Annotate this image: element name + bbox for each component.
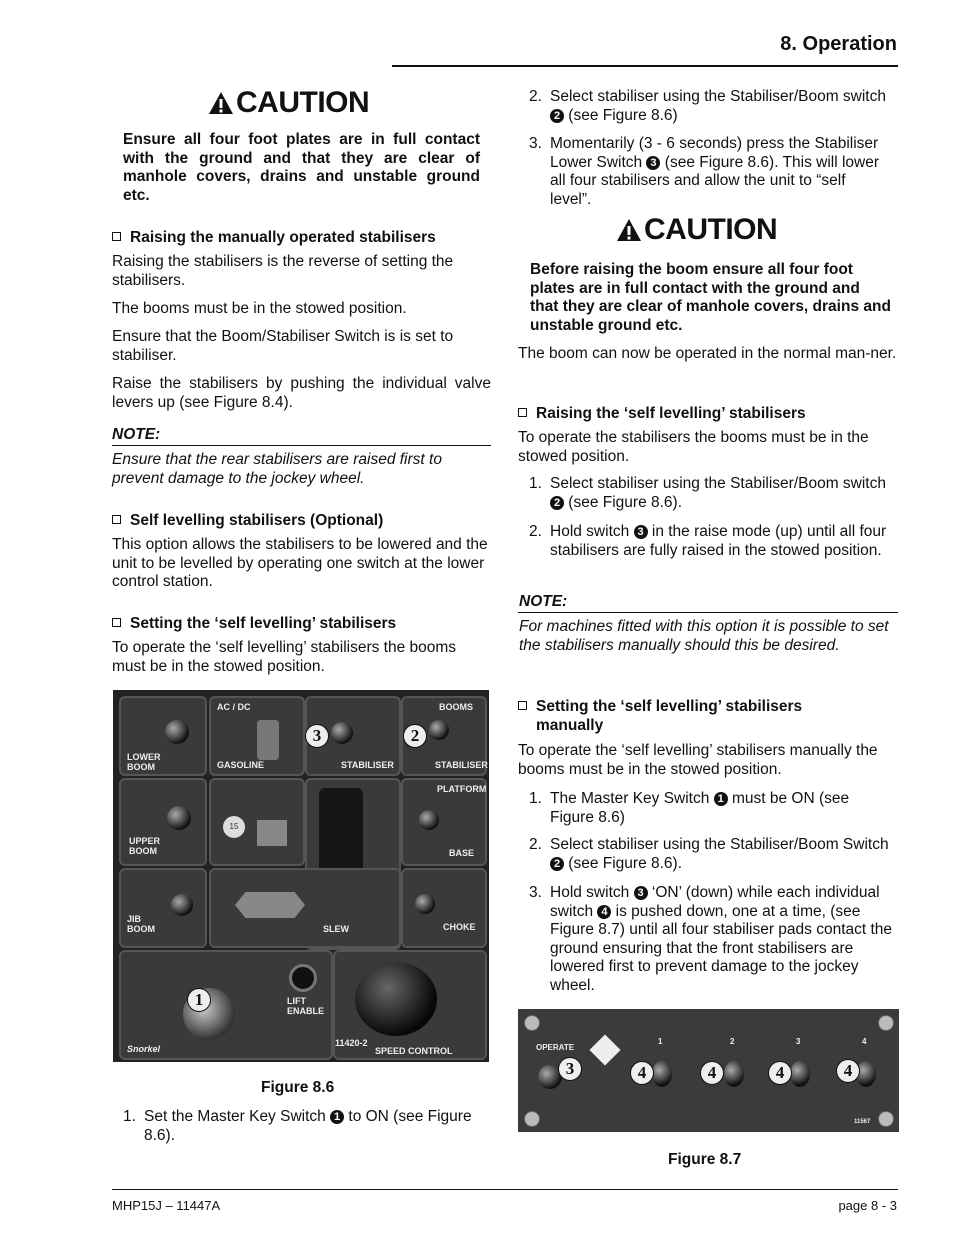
callout-4: 4 [768, 1061, 792, 1085]
tile-jib-boom [119, 868, 207, 948]
tile-hour-meter [209, 778, 305, 866]
toggle-switch [167, 806, 191, 830]
brand-logo: Snorkel [127, 1044, 161, 1054]
label: 4 [862, 1037, 867, 1046]
footer-page-number: page 8 - 3 [838, 1198, 897, 1213]
screw-icon [524, 1111, 540, 1127]
step-item: 1. The Master Key Switch 1 must be ON (see Figure 8.6) [529, 790, 850, 826]
callout-3: 3 [305, 724, 329, 748]
step-number: 1. [123, 1108, 136, 1125]
paragraph: Raise the stabilisers by pushing the individual valve levers up (see Figure 8.4). [112, 375, 491, 411]
caution-heading-2: CAUTION [616, 213, 777, 247]
paragraph: To operate the ‘self levelling’ stabilisers the booms must be in the stowed position. [112, 639, 457, 675]
label: BOOMS [439, 702, 474, 712]
label: SPEED CONTROL [375, 1046, 453, 1056]
callout-marker: 1 [330, 1110, 344, 1124]
tile-ac-dc-gasoline [209, 696, 305, 776]
label: OPERATE [536, 1043, 575, 1052]
note-text: Ensure that the rear stabilisers are raised first to prevent damage to the jockey wheel. [112, 451, 442, 487]
tile-lower-boom [119, 696, 207, 776]
label: CHOKE [443, 922, 476, 932]
heading-setting-self: Setting the ‘self levelling’ stabilisers [112, 614, 492, 633]
step-item: 1. Select stabiliser using the Stabiliser/Boom switch 2 (see Figure 8.6). [529, 475, 886, 511]
label: STABILISER [435, 760, 488, 770]
label: STABILISER [341, 760, 394, 770]
note-label: NOTE: [519, 593, 568, 610]
callout-4: 4 [630, 1061, 654, 1085]
note-rule [518, 612, 898, 613]
step-text: Set the Master Key Switch 1 to ON (see Figure 8.6). [144, 1108, 472, 1144]
callout-marker: 3 [634, 525, 648, 539]
figure-caption: Figure 8.6 [261, 1079, 335, 1096]
paragraph: Ensure that the Boom/Stabiliser Switch is is set to stabiliser. [112, 328, 454, 364]
label: SLEW [323, 924, 349, 934]
label: 11420-2 [335, 1038, 368, 1048]
note-rule [112, 445, 491, 446]
checkbox-bullet-icon [112, 618, 121, 627]
screw-icon [524, 1015, 540, 1031]
section-title: 8. Operation [780, 33, 897, 55]
caution-body-2: Before raising the boom ensure all four foot plates are in full contact with the ground and that they are clear of manhole covers, drains and unstable ground etc. [530, 261, 891, 334]
label: AC / DC [217, 702, 251, 712]
label: 3 [796, 1037, 801, 1046]
caution-heading-1: CAUTION [208, 86, 369, 120]
screw-icon [878, 1111, 894, 1127]
step-item [123, 1108, 483, 1145]
label: UPPER BOOM [129, 836, 161, 856]
label: LOWER BOOM [127, 752, 161, 772]
callout-4: 4 [836, 1059, 860, 1083]
callout-marker: 3 [646, 156, 660, 170]
callout-2: 2 [403, 724, 427, 748]
label: LIFT ENABLE [287, 996, 325, 1016]
tile-slew [209, 868, 401, 948]
label: 2 [730, 1037, 735, 1046]
toggle-switch [429, 720, 449, 740]
callout-marker: 2 [550, 496, 564, 510]
toggle-switch [171, 894, 193, 916]
manual-icon [257, 820, 287, 846]
warning-icon [616, 218, 642, 242]
tile-upper-boom [119, 778, 207, 866]
footer-rule [112, 1189, 898, 1190]
step-item: 3. Hold switch 3 ‘ON’ (down) while each individual switch 4 is pushed down, one at a time, (see Figure 8.7) until all four stabiliser pads contact the ground ensuring that the front stabilisers are lowered first to prevent damage to the jockey wheel. [529, 884, 893, 994]
diagram-icon [589, 1034, 620, 1065]
step-item: 2. Select stabiliser using the Stabiliser/Boom Switch 2 (see Figure 8.6). [529, 836, 889, 872]
callout-marker: 4 [597, 905, 611, 919]
checkbox-bullet-icon [112, 232, 121, 241]
screw-icon [878, 1015, 894, 1031]
warning-icon [208, 91, 234, 115]
rocker-switch [257, 720, 279, 760]
toggle-switch [790, 1061, 810, 1087]
toggle-switch [652, 1061, 672, 1087]
label: JIB BOOM [127, 914, 155, 934]
step-item: 3. Momentarily (3 - 6 seconds) press the Stabiliser Lower Switch 3 (see Figure 8.6). This will lower all four stabilisers and allow the unit to “self level”. [529, 135, 879, 208]
callout-marker: 1 [714, 792, 728, 806]
paragraph: To operate the stabilisers the booms must be in the stowed position. [518, 429, 869, 465]
hour-meter-dial: 15 [223, 816, 245, 838]
toggle-switch [331, 722, 353, 744]
label: 11567 [854, 1119, 871, 1125]
step-item: 2. Hold switch 3 in the raise mode (up) until all four stabilisers are fully raised in the stowed position. [529, 523, 887, 559]
checkbox-bullet-icon [518, 408, 527, 417]
checkbox-bullet-icon [112, 515, 121, 524]
toggle-switch [415, 894, 435, 914]
label: 1 [658, 1037, 663, 1046]
label: GASOLINE [217, 760, 265, 770]
callout-marker: 2 [550, 857, 564, 871]
slew-arrow-icon [235, 892, 305, 918]
heading-raising-manual: Raising the manually operated stabilisers [112, 228, 492, 247]
step-item: 2. Select stabiliser using the Stabiliser/Boom switch 2 (see Figure 8.6) [529, 88, 886, 124]
tile-choke [401, 868, 487, 948]
caution-body-1: Ensure all four foot plates are in full contact with the ground and that they are clear of manhole covers, drains and unstable ground etc. [123, 131, 480, 204]
tile-platform-base [401, 778, 487, 866]
figure-8-7-image [518, 1009, 899, 1132]
callout-marker: 2 [550, 109, 564, 123]
toggle-switch [419, 810, 439, 830]
callout-3: 3 [558, 1057, 582, 1081]
paragraph: The booms must be in the stowed position. [112, 300, 407, 317]
label: PLATFORM [437, 784, 487, 794]
tile-speed-control [333, 950, 487, 1060]
lift-enable-button [289, 964, 317, 992]
heading-raising-self: Raising the ‘self levelling’ stabilisers [518, 404, 898, 423]
callout-1: 1 [187, 988, 211, 1012]
toggle-switch [724, 1061, 744, 1087]
paragraph: This option allows the stabilisers to be lowered and the unit to be levelled by operating one switch at the lower control station. [112, 536, 488, 590]
note-label: NOTE: [112, 426, 161, 443]
header-rule [392, 65, 898, 67]
paragraph: Raising the stabilisers is the reverse of setting the stabilisers. [112, 253, 454, 289]
paragraph: To operate the ‘self levelling’ stabilisers manually the booms must be in the stowed position. [518, 742, 878, 778]
callout-marker: 3 [634, 886, 648, 900]
figure-caption: Figure 8.7 [668, 1151, 742, 1168]
toggle-switch [165, 720, 189, 744]
checkbox-bullet-icon [518, 701, 527, 710]
speed-control-knob [355, 962, 437, 1036]
paragraph: The boom can now be operated in the normal man-ner. [518, 345, 897, 362]
footer-doc-id: MHP15J – 11447A [112, 1198, 221, 1213]
heading-setting-manual: Setting the ‘self levelling’ stabilisers manually [518, 697, 898, 735]
tile-key-lift-enable [119, 950, 333, 1060]
heading-self-levelling: Self levelling stabilisers (Optional) [112, 511, 492, 530]
callout-4: 4 [700, 1061, 724, 1085]
note-text: For machines fitted with this option it is possible to set the stabilisers manually should this be desired. [519, 618, 889, 654]
label: BASE [449, 848, 475, 858]
figure-8-6-image [113, 690, 489, 1062]
